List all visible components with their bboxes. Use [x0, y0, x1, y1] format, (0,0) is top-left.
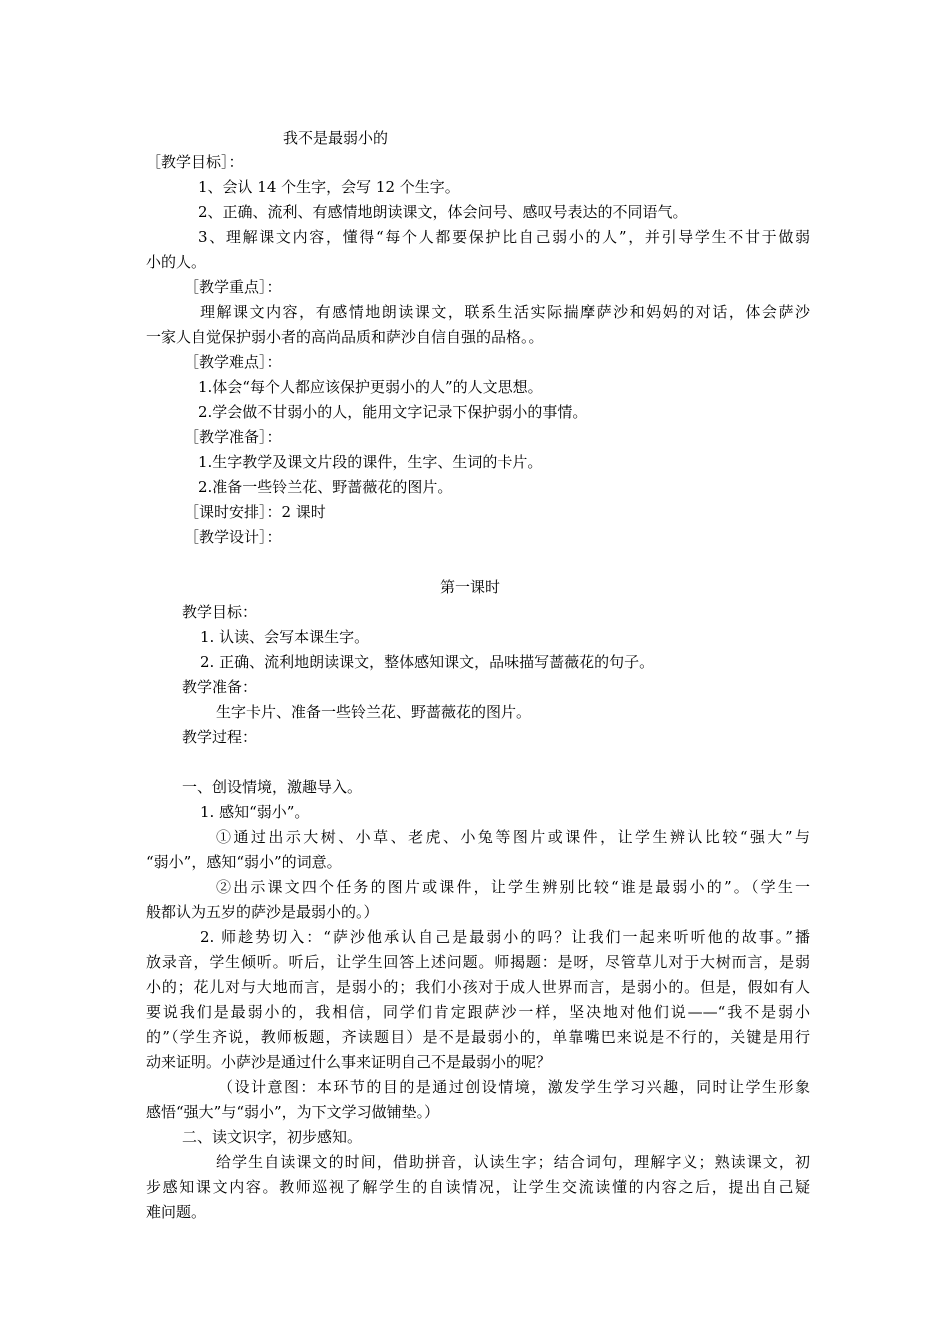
sec1-p1-line-2: “弱小”，感知“弱小”的词意。: [146, 853, 342, 871]
l1-prep-text: 生字卡片、准备一些铃兰花、野蔷薇花的图片。: [216, 703, 532, 721]
sec2-heading: 二、读文识字，初步感知。: [182, 1128, 363, 1146]
difficult-heading: ［教学难点］：: [184, 353, 282, 371]
goal-1: 1、会认 14 个生字，会写 12 个生字。: [198, 178, 460, 196]
sec2-line-3: 难问题。: [146, 1203, 207, 1221]
lesson1-title: 第一课时: [440, 578, 501, 596]
l1-process-label: 教学过程：: [182, 728, 258, 746]
sec2-line-2: 步感知课文内容。教师巡视了解学生的自读情况，让学生交流读懂的内容之后，提出自己疑: [146, 1178, 810, 1196]
prep-1: 1.生字教学及课文片段的课件，生字、生词的卡片。: [198, 453, 543, 471]
goal-3: 3、理解课文内容，懂得“每个人都要保护比自己弱小的人”，并引导学生不甘于做弱: [198, 228, 810, 246]
document-title: 我不是最弱小的: [283, 129, 389, 147]
sec1-intent-line-1: （设计意图：本环节的目的是通过创设情境，激发学生学习兴趣，同时让学生形象: [218, 1078, 810, 1096]
sec1-p2-line-2: 般都认为五岁的萨沙是最弱小的。）: [146, 903, 379, 921]
goal-2: 2、正确、流利、有感情地朗读课文，体会问号、感叹号表达的不同语气。: [198, 203, 688, 221]
l1-goal-2: 2. 正确、流利地朗读课文，整体感知课文，品味描写蔷薇花的句子。: [200, 653, 655, 671]
prep-heading: ［教学准备］：: [184, 428, 282, 446]
difficult-2: 2.学会做不甘弱小的人，能用文字记录下保护弱小的事情。: [198, 403, 588, 421]
sec1-item2-line-3: 小的；花儿对与大地而言，是弱小的；我们小孩对于成人世界而言，是弱小的。但是，假如有人: [146, 978, 810, 996]
key-text-line-1: 理解课文内容，有感情地朗读课文，联系生活实际揣摩萨沙和妈妈的对话，体会萨沙: [200, 303, 810, 321]
goals-heading: ［教学目标］：: [146, 153, 244, 171]
sec2-line-1: 给学生自读课文的时间，借助拼音，认读生字；结合词句，理解字义；熟读课文，初: [216, 1153, 810, 1171]
key-heading: ［教学重点］：: [184, 278, 282, 296]
l1-goal-1: 1. 认读、会写本课生字。: [200, 628, 370, 646]
sec1-item2-line-4: 要说我们是最弱小的，我相信，同学们肯定跟萨沙一样，坚决地对他们说——“我不是弱小: [146, 1003, 810, 1021]
l1-goals-label: 教学目标：: [182, 603, 258, 621]
sec1-item1: 1. 感知“弱小”。: [200, 803, 310, 821]
sec1-item2-line-2: 放录音，学生倾听。听后，让学生回答上述问题。师揭题：是呀，尽管草儿对于大树而言，是弱: [146, 953, 810, 971]
design-heading: ［教学设计］：: [184, 528, 282, 546]
prep-2: 2.准备一些铃兰花、野蔷薇花的图片。: [198, 478, 453, 496]
sec1-item2-line-5: 的”（学生齐说，教师板题，齐读题目）是不是最弱小的，单靠嘴巴来说是不行的，关键是用行: [146, 1028, 810, 1046]
sec1-item2-line-6: 动来证明。小萨沙是通过什么事来证明自己不是最弱小的呢？: [146, 1053, 552, 1071]
sec1-intent-line-2: 感悟“强大”与“弱小”，为下文学习做铺垫。）: [146, 1103, 440, 1121]
sec1-heading: 一、创设情境，激趣导入。: [182, 778, 363, 796]
l1-prep-label: 教学准备：: [182, 678, 258, 696]
difficult-1: 1.体会“每个人都应该保护更弱小的人”的人文思想。: [198, 378, 543, 396]
sec1-p2-line-1: ②出示课文四个任务的图片或课件，让学生辨别比较“谁是最弱小的”。（学生一: [216, 878, 810, 896]
schedule: ［课时安排］：2 课时: [184, 503, 326, 521]
key-text-line-2: 一家人自觉保护弱小者的高尚品质和萨沙自信自强的品格。。: [146, 328, 544, 346]
sec1-p1-line-1: ①通过出示大树、小草、老虎、小兔等图片或课件，让学生辨认比较“强大”与: [216, 828, 810, 846]
sec1-item2-line-1: 2. 师趁势切入：“萨沙他承认自己是最弱小的吗？让我们一起来听听他的故事。”播: [200, 928, 810, 946]
goal-3-cont: 小的人。: [146, 253, 207, 271]
